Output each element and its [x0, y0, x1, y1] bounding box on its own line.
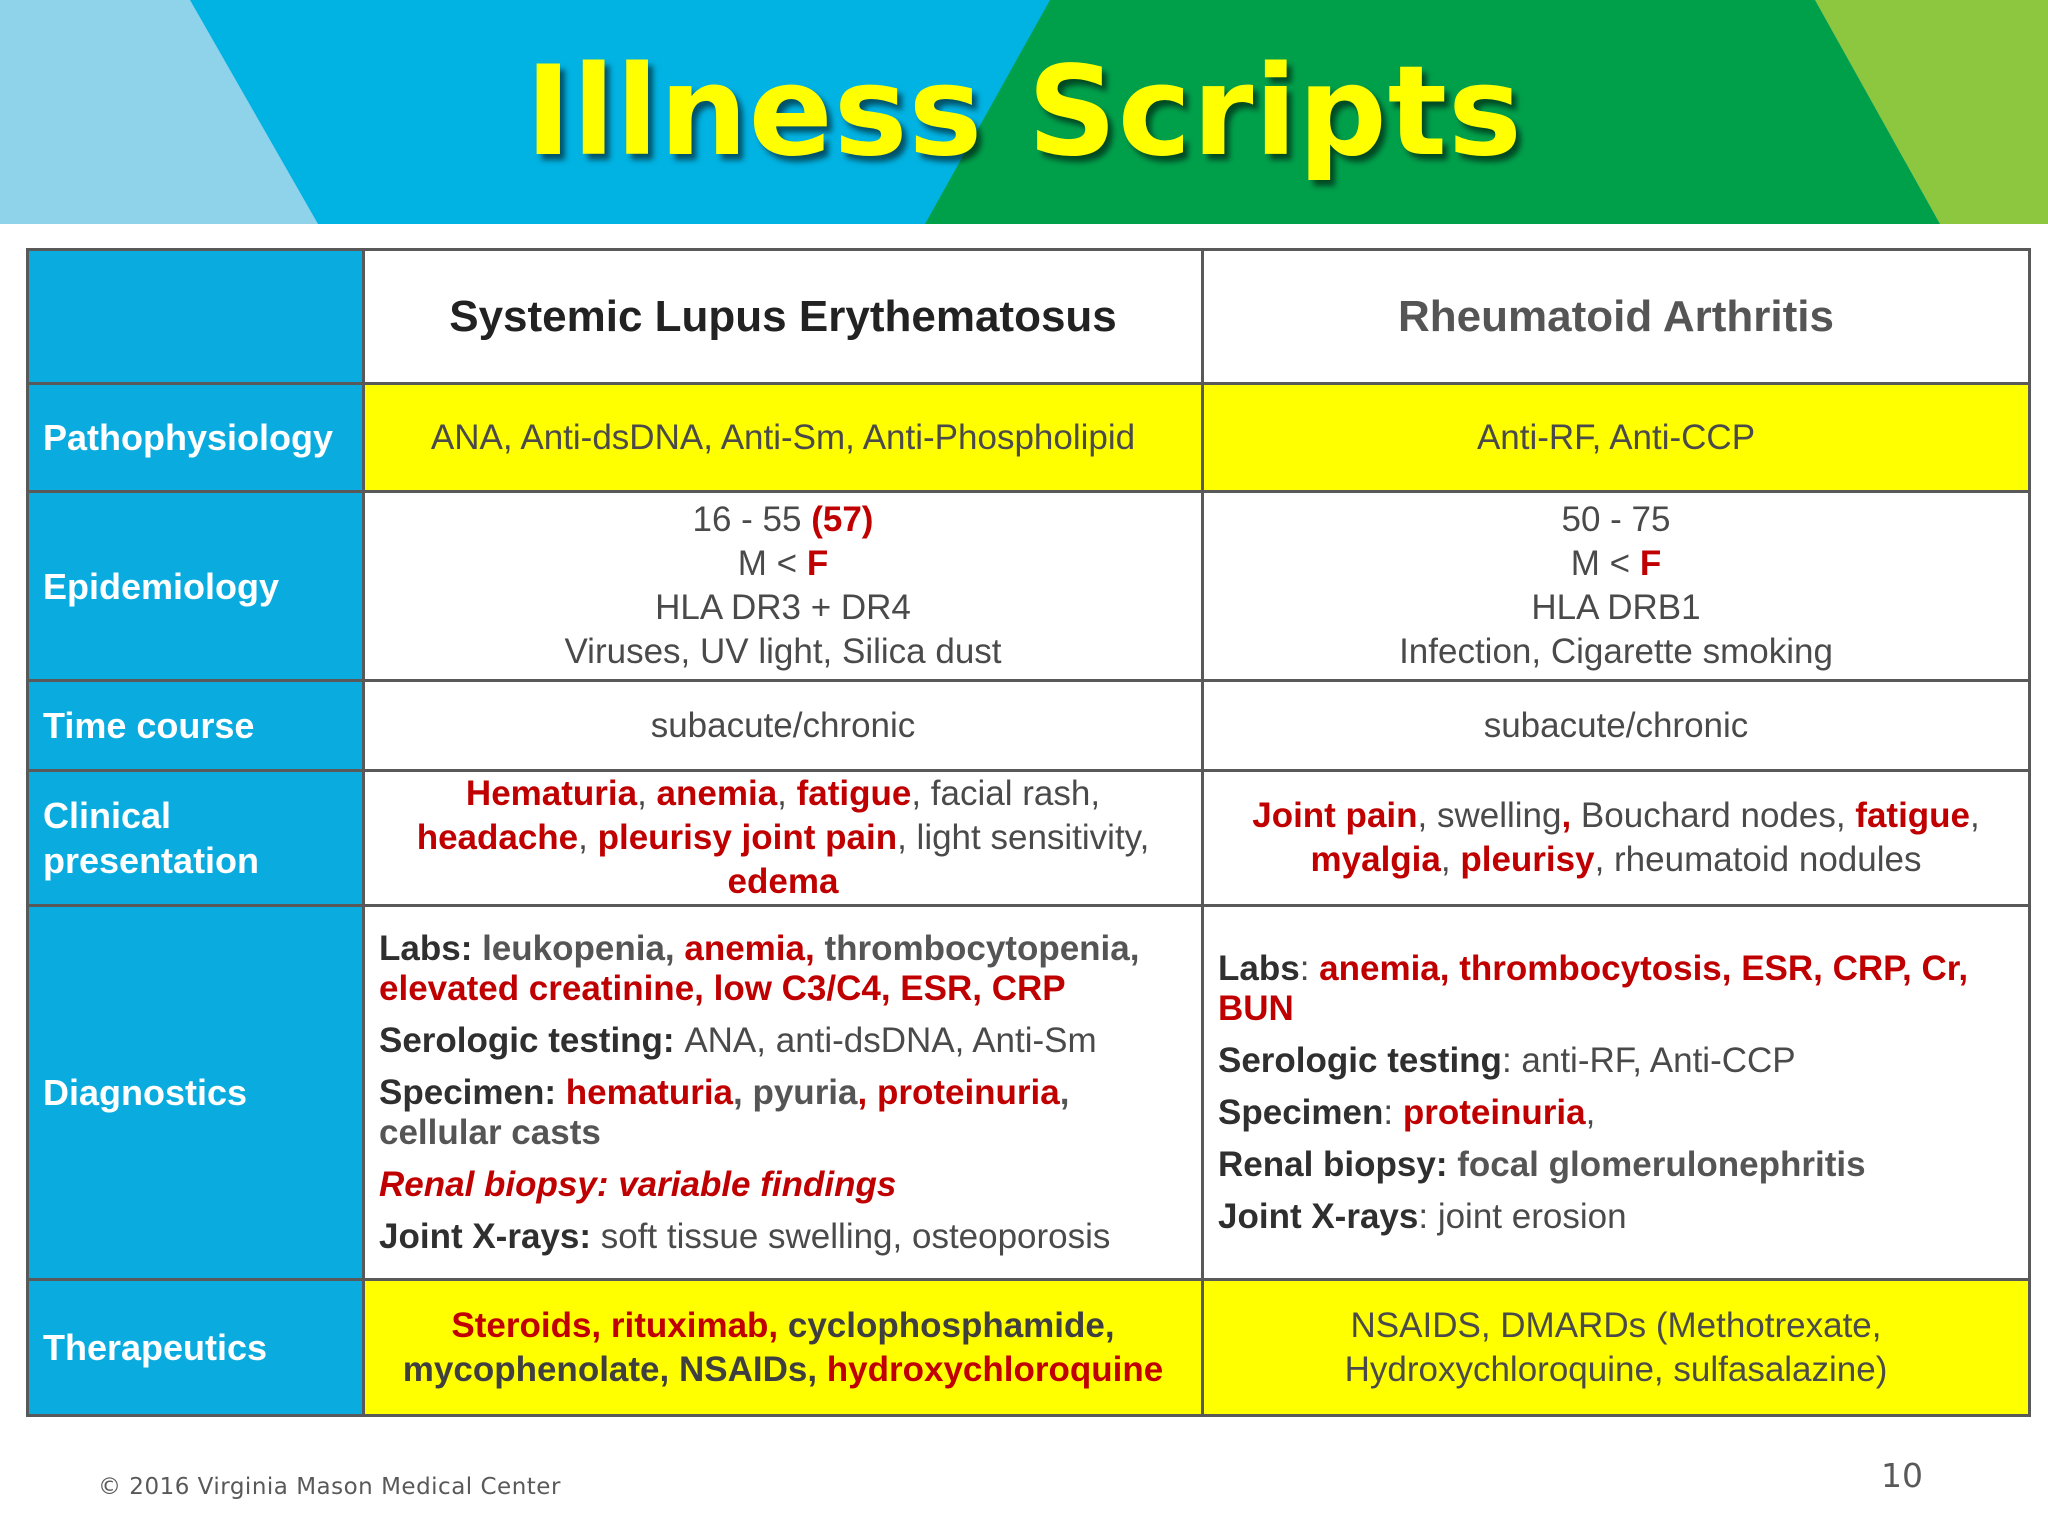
page-number: 10	[1881, 1456, 1923, 1495]
sle-age: 16 - 55 (57)	[692, 500, 874, 539]
cell-ra-diagnostics: Labs: anemia, thrombocytosis, ESR, CRP, Cr, BUN Serologic testing: anti-RF, Anti-CCP Specimen: proteinuria, Renal biopsy: focal glomerulonephritis Joint X-rays: joint erosion	[1203, 906, 2030, 1280]
cell-ra-clinical-presentation: Joint pain, swelling, Bouchard nodes, fatigue, myalgia, pleurisy, rheumatoid nodules	[1203, 771, 2030, 906]
sle-genetics: HLA DR3 + DR4	[655, 588, 911, 627]
cell-ra-time-course: subacute/chronic	[1203, 681, 2030, 771]
row-epidemiology	[28, 492, 2030, 681]
row-time-course	[28, 681, 2030, 771]
row-diagnostics	[28, 906, 2030, 1280]
ra-age: 50 - 75	[1561, 500, 1671, 539]
cell-ra-therapeutics: NSAIDS, DMARDs (Methotrexate, Hydroxychloroquine, sulfasalazine)	[1203, 1280, 2030, 1416]
row-therapeutics	[28, 1280, 2030, 1416]
ra-sex-ratio: M < F	[1570, 544, 1662, 583]
row-label-pathophysiology: Pathophysiology	[28, 384, 364, 492]
cell-sle-time-course: subacute/chronic	[364, 681, 1203, 771]
cell-sle-pathophysiology: ANA, Anti-dsDNA, Anti-Sm, Anti-Phospholipid	[364, 384, 1203, 492]
cell-sle-therapeutics: Steroids, rituximab, cyclophosphamide, mycophenolate, NSAIDs, hydroxychloroquine	[364, 1280, 1203, 1416]
ra-genetics: HLA DRB1	[1531, 588, 1701, 627]
copyright-footer: © 2016 Virginia Mason Medical Center	[98, 1474, 561, 1500]
row-pathophysiology	[28, 384, 2030, 492]
row-clinical-presentation	[28, 771, 2030, 906]
sle-age-peak: (57)	[811, 500, 874, 539]
corner-cell	[28, 250, 364, 384]
row-label-time-course: Time course	[28, 681, 364, 771]
sle-triggers: Viruses, UV light, Silica dust	[564, 632, 1002, 671]
cell-ra-pathophysiology: Anti-RF, Anti-CCP	[1203, 384, 2030, 492]
cell-sle-clinical-presentation: Hematuria, anemia, fatigue, facial rash, headache, pleurisy joint pain, light sensitivity, edema	[364, 771, 1203, 906]
slide-title: Illness Scripts	[525, 40, 1523, 184]
row-label-diagnostics: Diagnostics	[28, 906, 364, 1280]
ra-triggers: Infection, Cigarette smoking	[1399, 632, 1833, 671]
row-label-epidemiology: Epidemiology	[28, 492, 364, 681]
sle-sex-ratio: M < F	[737, 544, 829, 583]
row-label-clinical-presentation: Clinical presentation	[28, 771, 364, 906]
cell-ra-epidemiology	[1203, 492, 2030, 681]
row-label-therapeutics: Therapeutics	[28, 1280, 364, 1416]
header-row	[28, 250, 2030, 384]
illness-scripts-table	[26, 248, 2031, 1417]
cell-sle-diagnostics: Labs: leukopenia, anemia, thrombocytopenia, elevated creatinine, low C3/C4, ESR, CRP Serologic testing: ANA, anti-dsDNA, Anti-Sm Specimen: hematuria, pyuria, proteinuria, cellular casts Renal biopsy: variable findings Joint X-rays: soft tissue swelling, osteoporosis	[364, 906, 1203, 1280]
column-header-ra: Rheumatoid Arthritis	[1203, 250, 2030, 384]
cell-sle-epidemiology	[364, 492, 1203, 681]
column-header-sle: Systemic Lupus Erythematosus	[364, 250, 1203, 384]
